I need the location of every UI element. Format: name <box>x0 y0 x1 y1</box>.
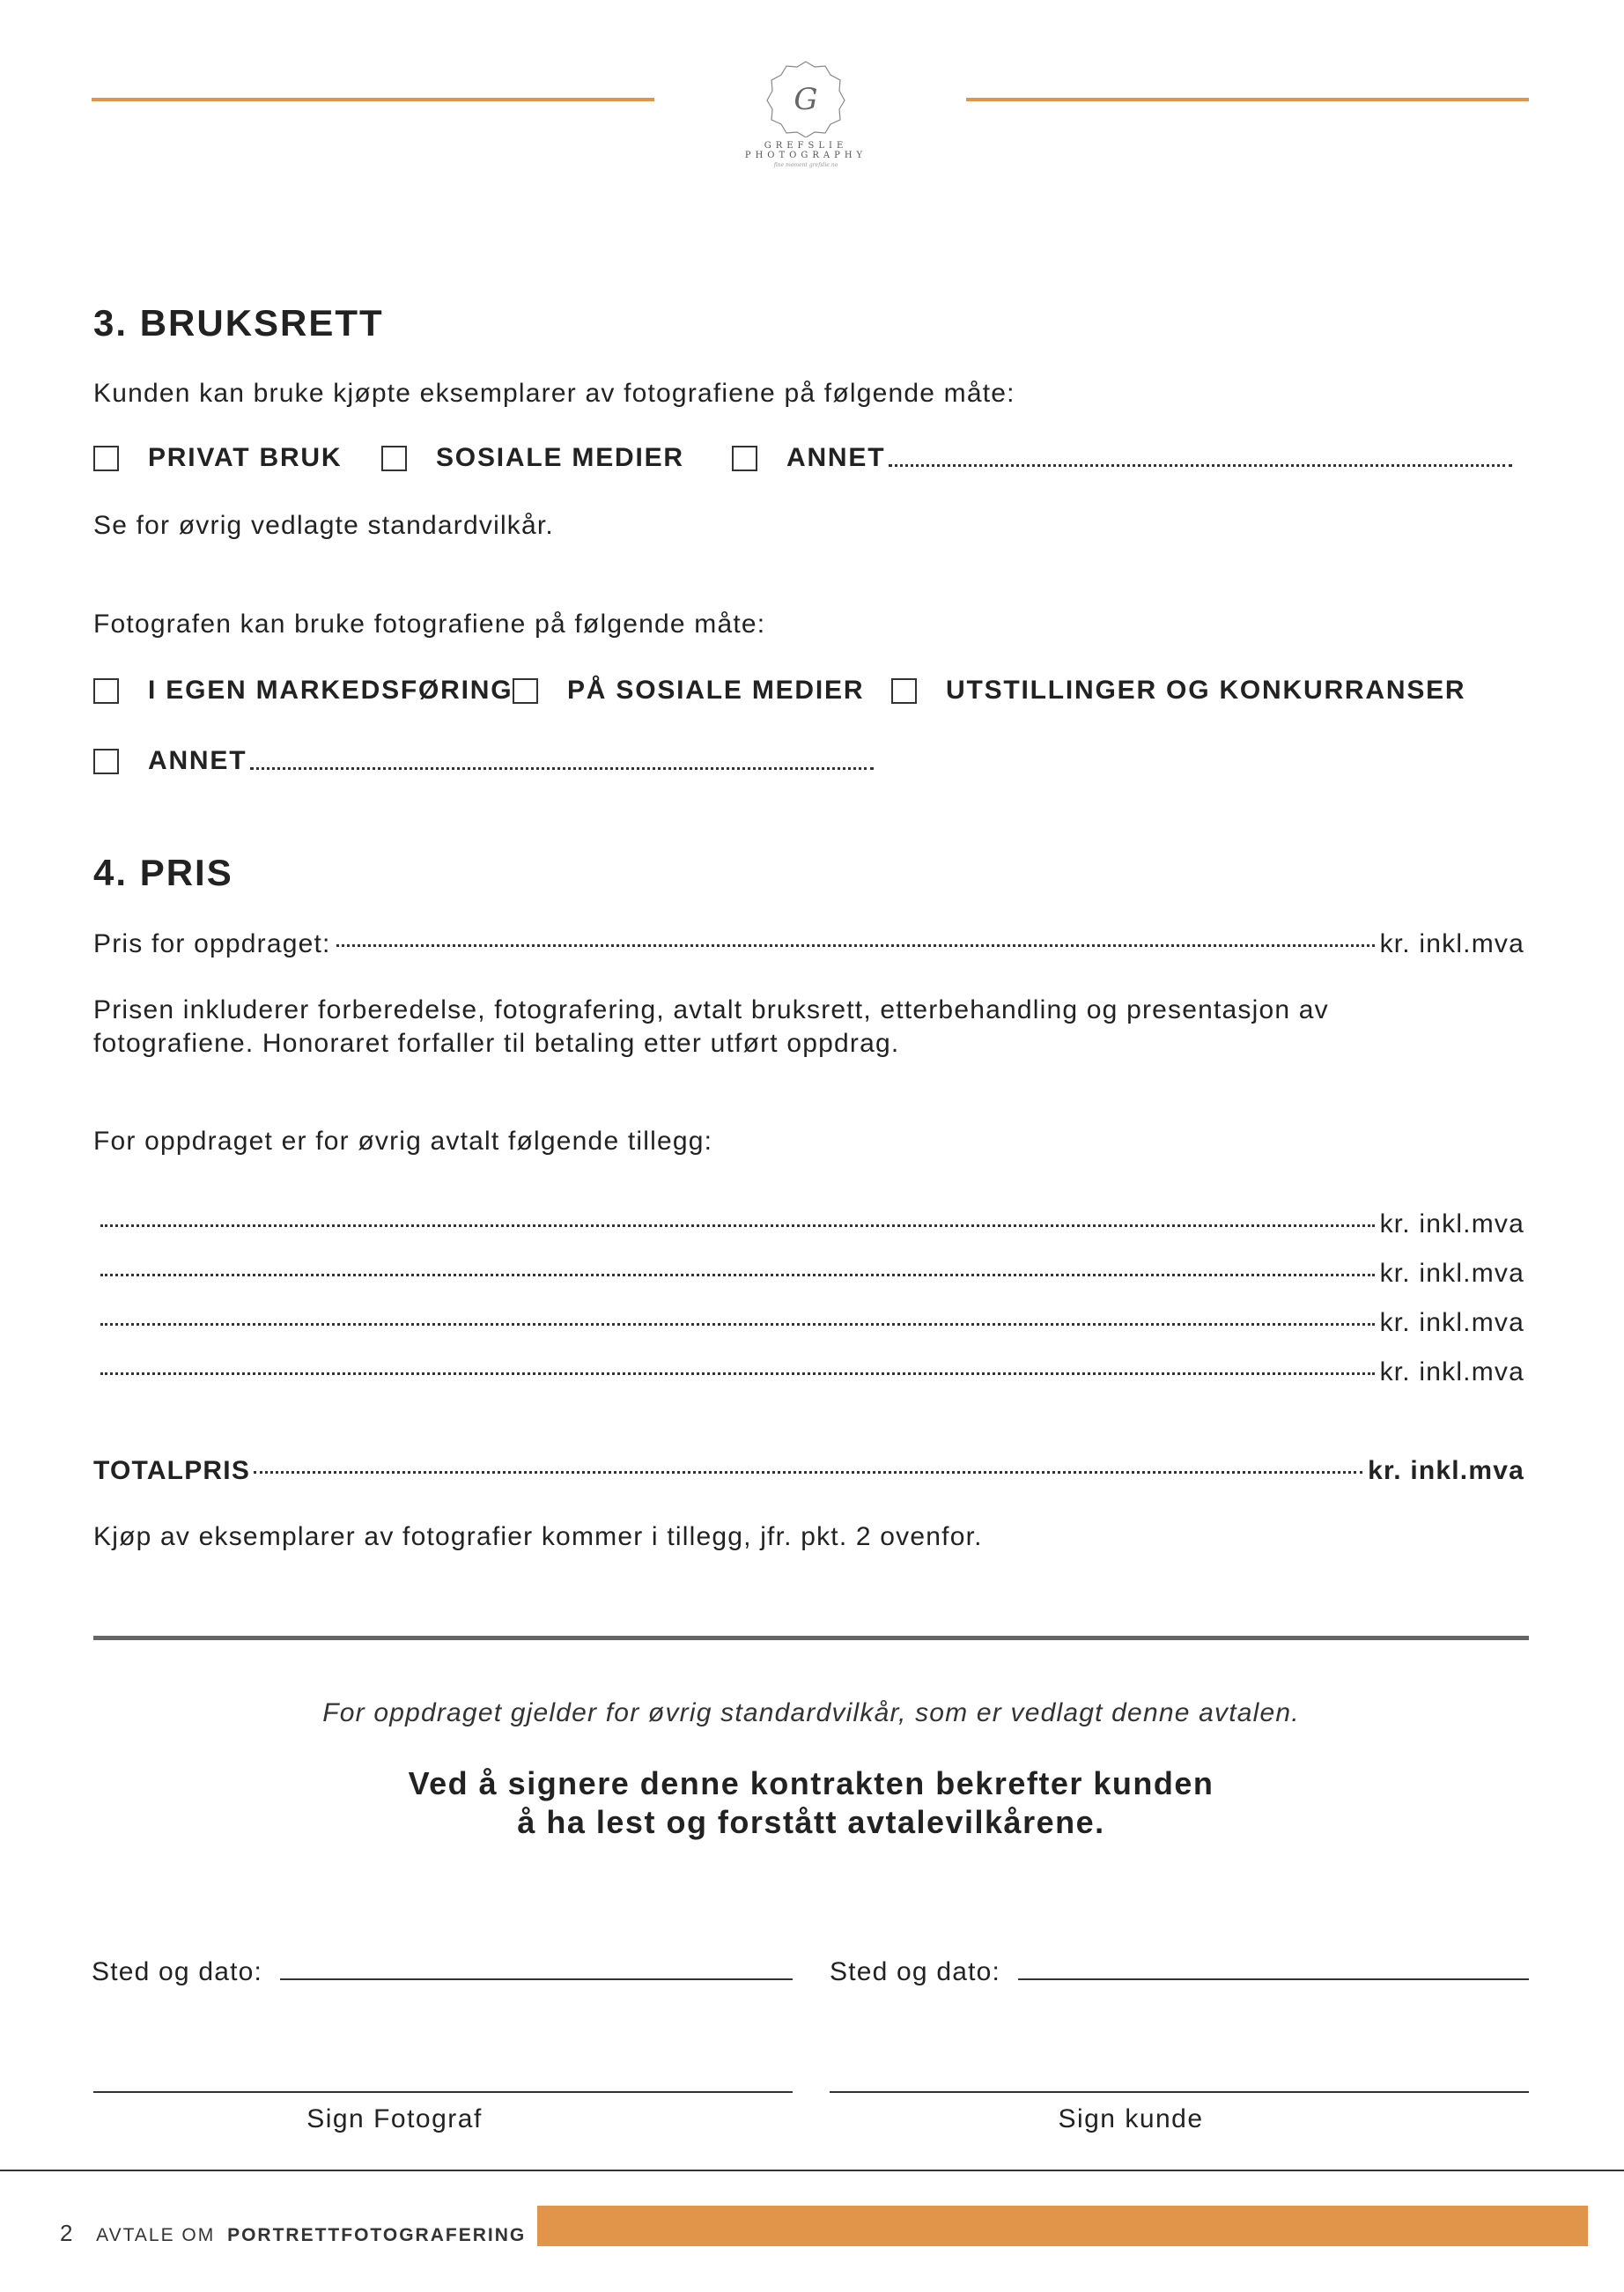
place-date-line-right[interactable] <box>1018 1978 1529 1980</box>
extra-row <box>100 1209 1524 1239</box>
section-3-title: 3. BRUKSRETT <box>93 302 384 344</box>
footer-rule <box>0 2170 1624 2171</box>
checkbox-box[interactable] <box>732 446 757 471</box>
extra-fill-in-line[interactable] <box>100 1372 1375 1375</box>
see-standard-terms: Se for øvrig vedlagte standardvilkår. <box>93 511 554 540</box>
checkbox-label: PÅ SOSIALE MEDIER <box>567 676 865 705</box>
header-rule-right <box>966 98 1529 101</box>
checkbox-label: ANNET <box>786 443 886 472</box>
total-label: TOTALPRIS <box>93 1456 251 1485</box>
checkbox-box[interactable] <box>891 678 917 704</box>
header-rule-left <box>92 98 654 101</box>
confirm-line-2: å ha lest og forstått avtalevilkårene. <box>517 1804 1105 1840</box>
signature-line-photographer[interactable] <box>93 2091 793 2093</box>
extras-intro: For oppdraget er for øvrig avtalt følgende tillegg: <box>93 1127 713 1156</box>
checkbox-sosiale-medier[interactable] <box>381 443 684 473</box>
doc-title: PORTRETTFOTOGRAFERING <box>227 2225 527 2245</box>
checkbox-box[interactable] <box>93 678 119 704</box>
extra-fill-in-line[interactable] <box>100 1274 1375 1276</box>
checkbox-annet-customer[interactable] <box>732 443 1517 473</box>
signature-line-customer[interactable] <box>830 2091 1529 2093</box>
sign-photographer-label: Sign Fotograf <box>306 2104 483 2133</box>
total-row <box>93 1456 1524 1486</box>
logo-badge-icon <box>764 58 848 137</box>
checkbox-label: PRIVAT BRUK <box>148 443 343 472</box>
checkbox-egen-markedsforing[interactable] <box>93 676 513 706</box>
price-row <box>93 929 1524 959</box>
checkbox-box[interactable] <box>93 749 119 774</box>
extra-suffix: kr. inkl.mva <box>1379 1357 1524 1386</box>
place-date-line-left[interactable] <box>280 1978 793 1980</box>
place-date-label-left: Sted og dato: <box>92 1957 263 1986</box>
checkbox-pa-sosiale-medier[interactable] <box>513 676 864 706</box>
divider <box>93 1636 1529 1640</box>
checkbox-label: SOSIALE MEDIER <box>436 443 684 472</box>
doc-prefix: AVTALE OM <box>96 2225 216 2245</box>
footer-text <box>60 2220 526 2247</box>
checkbox-box[interactable] <box>93 446 119 471</box>
checkbox-utstillinger[interactable] <box>891 676 1465 706</box>
sign-customer-label: Sign kunde <box>1058 2104 1204 2133</box>
checkbox-annet-photographer[interactable] <box>93 746 879 776</box>
price-fill-in-line[interactable] <box>336 944 1375 947</box>
checkbox-label: ANNET <box>148 746 247 775</box>
logo-tagline: fine moment grefslie.no <box>773 162 838 168</box>
footer-accent-bar <box>537 2206 1588 2246</box>
price-suffix: kr. inkl.mva <box>1379 929 1524 958</box>
total-fill-in-line[interactable] <box>254 1471 1362 1474</box>
checkbox-label: UTSTILLINGER OG KONKURRANSER <box>946 676 1466 705</box>
logo-name: GREFSLIE PHOTOGRAPHY <box>744 141 867 160</box>
extra-row <box>100 1259 1524 1289</box>
fill-in-line[interactable] <box>889 464 1512 467</box>
logo-monogram: G <box>794 82 818 117</box>
page-number: 2 <box>60 2220 73 2246</box>
price-label: Pris for oppdraget: <box>93 929 331 958</box>
checkbox-box[interactable] <box>513 678 538 704</box>
extra-suffix: kr. inkl.mva <box>1379 1209 1524 1238</box>
extra-row <box>100 1357 1524 1387</box>
confirm-line-1: Ved å signere denne kontrakten bekrefter kunden <box>408 1765 1214 1801</box>
standard-terms-note: For oppdraget gjelder for øvrig standardvilkår, som er vedlagt denne avtalen. <box>322 1698 1300 1727</box>
logo <box>700 58 912 168</box>
photographer-usage-intro: Fotografen kan bruke fotografiene på følgende måte: <box>93 610 766 639</box>
place-date-label-right: Sted og dato: <box>830 1957 1001 1986</box>
section-4-title: 4. PRIS <box>93 852 233 893</box>
extra-fill-in-line[interactable] <box>100 1224 1375 1227</box>
purchase-note: Kjøp av eksemplarer av fotografier kommer i tillegg, jfr. pkt. 2 ovenfor. <box>93 1522 983 1551</box>
checkbox-label: I EGEN MARKEDSFØRING <box>148 676 513 705</box>
customer-usage-intro: Kunden kan bruke kjøpte eksemplarer av fotografiene på følgende måte: <box>93 379 1015 408</box>
extra-fill-in-line[interactable] <box>100 1323 1375 1326</box>
extra-suffix: kr. inkl.mva <box>1379 1308 1524 1337</box>
checkbox-privat-bruk[interactable] <box>93 443 342 473</box>
extra-suffix: kr. inkl.mva <box>1379 1259 1524 1288</box>
extra-row <box>100 1308 1524 1338</box>
price-includes-text: Prisen inkluderer forberedelse, fotografering, avtalt bruksrett, etterbehandling og presentasjon av fotografiene. Honoraret forfaller til betaling etter utført oppdrag. <box>93 995 1329 1058</box>
checkbox-box[interactable] <box>381 446 407 471</box>
fill-in-line[interactable] <box>250 767 874 770</box>
total-suffix: kr. inkl.mva <box>1368 1456 1524 1485</box>
